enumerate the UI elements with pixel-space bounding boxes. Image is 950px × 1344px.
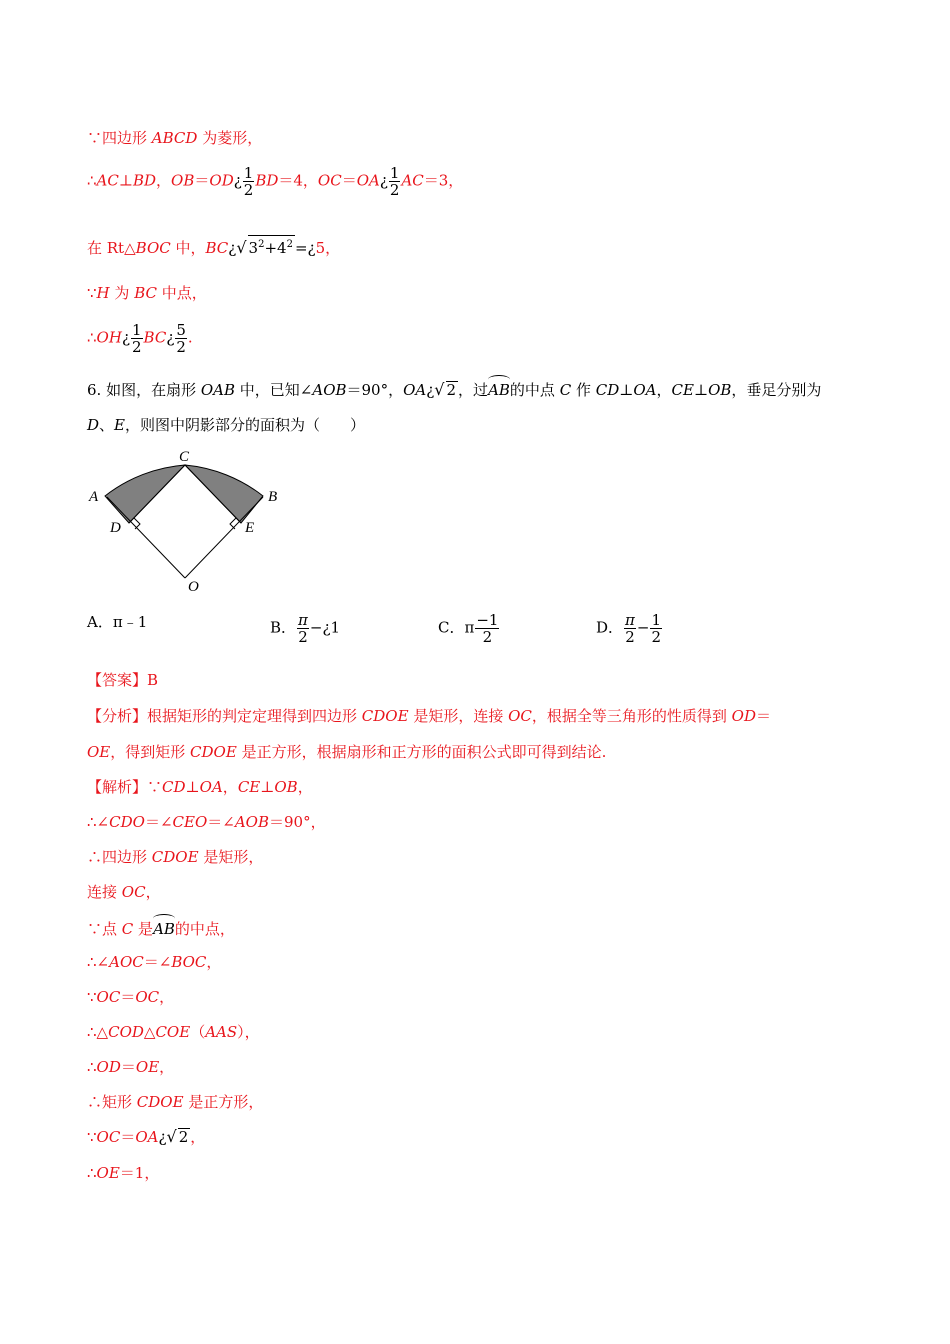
arc-ab: AB <box>488 378 510 400</box>
solution-line-rhombus: ∵四边形 ABCD 为菱形， <box>87 129 263 147</box>
solution-step-10: ∴矩形 CDOE 是正方形， <box>87 1093 264 1111</box>
sqrt-sign-icon: √ <box>166 1127 177 1146</box>
right-angle-mark-e <box>230 518 236 529</box>
label-o: O <box>188 579 199 595</box>
option-b[interactable]: B． $\frac{\pi}{2}$ −¿1 <box>270 611 341 646</box>
solution-tag: 【解析】 <box>87 778 148 796</box>
radius-oa <box>107 497 185 578</box>
solution-line-midpoint: ∵H 为 BC 中点， <box>87 284 207 302</box>
solution-step-5: ∵点 C 是AB的中点， <box>87 917 235 939</box>
answer-line <box>87 670 158 690</box>
fraction-half: $\frac{1}{2}$ <box>131 321 142 356</box>
radius-ob <box>185 497 263 578</box>
arc-ab: AB <box>153 917 175 939</box>
solution-step-6: ∴∠AOC＝∠BOC， <box>87 953 222 971</box>
label-b: B <box>268 489 278 505</box>
answer-tag: 【答案】 <box>87 671 148 689</box>
solution-step-8: ∴△COD△COE（AAS）， <box>87 1023 260 1041</box>
sector-figure <box>85 445 285 595</box>
label-a: A <box>89 489 99 505</box>
solution-step-1: 【解析】∵CD⊥OA，CE⊥OB， <box>87 778 313 796</box>
sqrt-sign-icon: √ <box>434 380 445 399</box>
label-e: E <box>245 520 255 536</box>
sqrt-expression: $3^2+4^2$ <box>248 235 295 257</box>
analysis-tag: 【分析】 <box>87 707 148 725</box>
analysis-line-2: OE，得到矩形 CDOE 是正方形，根据扇形和正方形的面积公式即可得到结论. <box>87 743 607 761</box>
answer-value: B <box>147 671 159 689</box>
solution-line-diagonals: ∴AC⊥BD，OB＝OD¿ $\frac{1}{2}$ BD＝4，OC＝OA¿ $\frac{1}{2}$ AC＝3， <box>87 164 464 199</box>
label-c: C <box>179 449 190 465</box>
shaded-region-left <box>105 465 185 523</box>
option-d[interactable]: D． $\frac{\pi}{2}$ − $\frac{1}{2}$ <box>596 611 662 646</box>
fraction-half: $\frac{1}{2}$ <box>651 611 662 646</box>
solution-step-12: ∴OE＝1， <box>87 1164 160 1182</box>
option-a[interactable]: A．π﹣1 <box>87 613 148 631</box>
solution-step-4: 连接 OC， <box>87 883 161 901</box>
label-d: D <box>110 520 121 536</box>
solution-step-7: ∵OC＝OC， <box>87 988 175 1006</box>
solution-line-oh: ∴OH¿ $\frac{1}{2}$ BC¿ $\frac{5}{2}$ . <box>87 321 193 356</box>
shaded-region-right <box>185 465 263 523</box>
question-6-line-2: D、E，则图中阴影部分的面积为（ ） <box>87 416 366 434</box>
fraction-neg-half: $\frac{-1}{2}$ <box>476 611 499 646</box>
sqrt-sign-icon: √ <box>236 238 247 257</box>
solution-step-11: ∵OC＝OA¿√ 2 ， <box>87 1127 206 1146</box>
solution-step-9: ∴OD＝OE， <box>87 1058 175 1076</box>
fraction-pi-half: $\frac{\pi}{2}$ <box>298 611 308 646</box>
fraction-five-halves: $\frac{5}{2}$ <box>176 321 186 356</box>
right-angle-mark-d <box>134 518 140 529</box>
solution-line-pythagoras: 在 Rt△BOC 中，BC¿√ $3^2+4^2$ =¿5， <box>87 235 340 258</box>
question-6-line-1: 6. 如图，在扇形 OAB 中，已知∠AOB＝90°，OA¿√ 2 ，过AB的中点 C 作 CD⊥OA，CE⊥OB，垂足分别为 <box>87 380 822 399</box>
solution-step-2: ∴∠CDO＝∠CEO＝∠AOB＝90°， <box>87 813 326 831</box>
option-c[interactable]: C．π $\frac{-1}{2}$ <box>438 611 499 646</box>
fraction-half: $\frac{1}{2}$ <box>389 164 400 199</box>
fraction-pi-half: $\frac{\pi}{2}$ <box>625 611 635 646</box>
solution-step-3: ∴四边形 CDOE 是矩形， <box>87 848 264 866</box>
analysis-line-1: 【分析】根据矩形的判定定理得到四边形 CDOE 是矩形，连接 OC，根据全等三角形的性质得到 OD＝ <box>87 707 772 725</box>
fraction-half: $\frac{1}{2}$ <box>243 164 254 199</box>
